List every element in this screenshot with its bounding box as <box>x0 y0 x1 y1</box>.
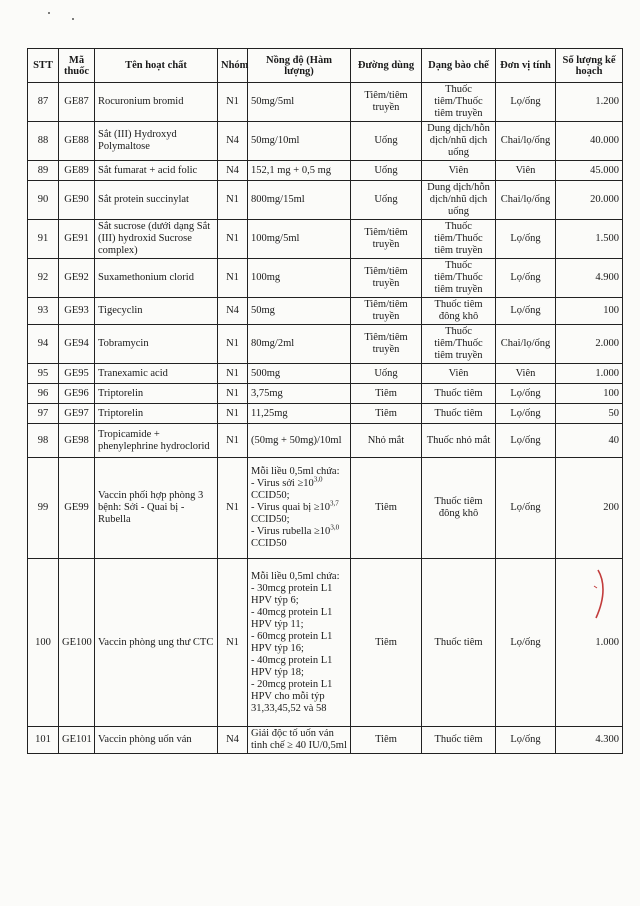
concentration-line: Mỗi liều 0,5ml chứa: <box>251 466 340 477</box>
route-cell: Tiêm/tiêm truyền <box>351 220 422 259</box>
quantity-cell: 1.000 <box>556 559 623 727</box>
col-stt-header: STT <box>28 49 59 83</box>
table-row <box>28 259 623 298</box>
stt-cell: 89 <box>28 161 59 181</box>
stt-cell: 96 <box>28 384 59 404</box>
scan-dot <box>48 12 50 14</box>
col-concentration-header: Nồng độ (Hàm lượng) <box>248 49 351 83</box>
group-cell: N4 <box>218 161 248 181</box>
form-cell: Dung dịch/hỗn dịch/nhũ dịch uống <box>422 181 496 220</box>
col-group-header: Nhóm <box>218 49 248 83</box>
concentration-line: - Virus rubella ≥10 <box>251 526 331 537</box>
ingredient-cell: Triptorelin <box>95 404 218 424</box>
code-cell: GE94 <box>59 325 95 364</box>
group-cell: N1 <box>218 220 248 259</box>
concentration-cell: 500mg <box>248 364 351 384</box>
concentration-cell: (50mg + 50mg)/10ml <box>248 424 351 458</box>
concentration-line: - 40mcg protein L1 <box>251 606 333 618</box>
code-cell: GE96 <box>59 384 95 404</box>
route-cell: Nhỏ mắt <box>351 424 422 458</box>
unit-cell: Lọ/ống <box>496 220 556 259</box>
group-cell: N1 <box>218 559 248 727</box>
concentration-cell: 3,75mg <box>248 384 351 404</box>
stt-cell: 90 <box>28 181 59 220</box>
code-cell: GE95 <box>59 364 95 384</box>
quantity-cell: 1.000 <box>556 364 623 384</box>
code-cell: GE90 <box>59 181 95 220</box>
code-cell: GE99 <box>59 458 95 559</box>
concentration-cell <box>248 458 351 559</box>
col-code-header: Mã thuốc <box>59 49 95 83</box>
concentration-line: HPV týp 11; <box>251 618 304 630</box>
concentration-line: CCID50; <box>251 490 290 501</box>
form-cell: Thuốc nhỏ mắt <box>422 424 496 458</box>
exponent: 3,0 <box>330 523 340 532</box>
form-cell: Thuốc tiêm <box>422 384 496 404</box>
form-cell: Dung dịch/hỗn dịch/nhũ dịch uống <box>422 122 496 161</box>
concentration-line: Mỗi liều 0,5ml chứa: <box>251 570 340 582</box>
ingredient-cell: Rocuronium bromid <box>95 83 218 122</box>
concentration-line: - 30mcg protein L1 <box>251 582 333 594</box>
quantity-cell: 1.200 <box>556 83 623 122</box>
route-cell: Tiêm/tiêm truyền <box>351 259 422 298</box>
table-row <box>28 298 623 325</box>
unit-cell: Lọ/ống <box>496 259 556 298</box>
ingredient-cell: Triptorelin <box>95 384 218 404</box>
stt-cell: 94 <box>28 325 59 364</box>
table-row <box>28 458 623 559</box>
form-cell: Viên <box>422 161 496 181</box>
group-cell: N1 <box>218 404 248 424</box>
table-row <box>28 83 623 122</box>
route-cell: Uống <box>351 181 422 220</box>
unit-cell: Viên <box>496 161 556 181</box>
ingredient-cell: Vaccin phòng ung thư CTC <box>95 559 218 727</box>
form-cell: Thuốc tiêm <box>422 404 496 424</box>
concentration-cell: 152,1 mg + 0,5 mg <box>248 161 351 181</box>
concentration-line: HPV týp 16; <box>251 642 304 654</box>
concentration-line: CCID50 <box>251 538 287 549</box>
ingredient-cell: Tranexamic acid <box>95 364 218 384</box>
col-quantity-header: Số lượng kế hoạch <box>556 49 623 83</box>
group-cell: N4 <box>218 122 248 161</box>
quantity-cell: 50 <box>556 404 623 424</box>
quantity-cell: 20.000 <box>556 181 623 220</box>
form-cell: Thuốc tiêm đông khô <box>422 298 496 325</box>
form-cell: Thuốc tiêm/Thuốc tiêm truyền <box>422 325 496 364</box>
form-cell: Thuốc tiêm <box>422 727 496 754</box>
quantity-cell: 1.500 <box>556 220 623 259</box>
table-row <box>28 404 623 424</box>
form-cell: Viên <box>422 364 496 384</box>
unit-cell: Lọ/ống <box>496 458 556 559</box>
stt-cell: 99 <box>28 458 59 559</box>
table-row <box>28 325 623 364</box>
concentration-line: CCID50; <box>251 514 290 525</box>
stt-cell: 97 <box>28 404 59 424</box>
code-cell: GE92 <box>59 259 95 298</box>
concentration-cell: 50mg/10ml <box>248 122 351 161</box>
quantity-cell: 200 <box>556 458 623 559</box>
concentration-line: - 20mcg protein L1 <box>251 678 333 690</box>
concentration-cell: 11,25mg <box>248 404 351 424</box>
unit-cell: Viên <box>496 364 556 384</box>
concentration-line: - 40mcg protein L1 <box>251 654 333 666</box>
quantity-cell: 100 <box>556 384 623 404</box>
stt-cell: 100 <box>28 559 59 727</box>
table-row <box>28 220 623 259</box>
form-cell: Thuốc tiêm/Thuốc tiêm truyền <box>422 83 496 122</box>
concentration-line: HPV týp 18; <box>251 666 304 678</box>
form-cell: Thuốc tiêm đông khô <box>422 458 496 559</box>
red-pen-mark <box>588 566 612 622</box>
stt-cell: 92 <box>28 259 59 298</box>
ingredient-cell: Sắt sucrose (dưới dạng Sắt (III) hydroxid Sucrose complex) <box>95 220 218 259</box>
route-cell: Tiêm/tiêm truyền <box>351 83 422 122</box>
drug-plan-table <box>27 48 623 754</box>
concentration-cell: Giải độc tố uốn ván tinh chế ≥ 40 IU/0,5ml <box>248 727 351 754</box>
group-cell: N1 <box>218 384 248 404</box>
group-cell: N1 <box>218 458 248 559</box>
group-cell: N1 <box>218 181 248 220</box>
col-unit-header: Đơn vị tính <box>496 49 556 83</box>
unit-cell: Lọ/ống <box>496 424 556 458</box>
unit-cell: Chai/lọ/ống <box>496 181 556 220</box>
group-cell: N1 <box>218 424 248 458</box>
exponent: 3,0 <box>313 475 323 484</box>
code-cell: GE87 <box>59 83 95 122</box>
ingredient-cell: Sắt fumarat + acid folic <box>95 161 218 181</box>
stt-cell: 95 <box>28 364 59 384</box>
unit-cell: Lọ/ống <box>496 83 556 122</box>
ingredient-cell: Vaccin phối hợp phòng 3 bệnh: Sởi - Quai bị - Rubella <box>95 458 218 559</box>
quantity-cell: 40 <box>556 424 623 458</box>
concentration-cell: 100mg <box>248 259 351 298</box>
ingredient-cell: Tropicamide + phenylephrine hydroclorid <box>95 424 218 458</box>
exponent: 3,7 <box>330 499 339 508</box>
route-cell: Tiêm/tiêm truyền <box>351 298 422 325</box>
table-row <box>28 559 623 727</box>
route-cell: Tiêm/tiêm truyền <box>351 325 422 364</box>
quantity-cell: 2.000 <box>556 325 623 364</box>
route-cell: Uống <box>351 161 422 181</box>
ingredient-cell: Sắt (III) Hydroxyd Polymaltose <box>95 122 218 161</box>
route-cell: Tiêm <box>351 727 422 754</box>
concentration-cell: 80mg/2ml <box>248 325 351 364</box>
group-cell: N1 <box>218 364 248 384</box>
unit-cell: Chai/lọ/ống <box>496 325 556 364</box>
quantity-cell: 40.000 <box>556 122 623 161</box>
route-cell: Uống <box>351 122 422 161</box>
concentration-line: 31,33,45,52 và 58 <box>251 702 327 714</box>
col-route-header: Đường dùng <box>351 49 422 83</box>
ingredient-cell: Suxamethonium clorid <box>95 259 218 298</box>
col-form-header: Dạng bào chế <box>422 49 496 83</box>
concentration-line: HPV cho mỗi týp <box>251 690 325 702</box>
form-cell: Thuốc tiêm/Thuốc tiêm truyền <box>422 259 496 298</box>
unit-cell: Lọ/ống <box>496 559 556 727</box>
quantity-cell: 4.300 <box>556 727 623 754</box>
table-row <box>28 161 623 181</box>
scan-dot <box>72 18 74 20</box>
code-cell: GE88 <box>59 122 95 161</box>
unit-cell: Lọ/ống <box>496 298 556 325</box>
code-cell: GE91 <box>59 220 95 259</box>
code-cell: GE97 <box>59 404 95 424</box>
table-row <box>28 384 623 404</box>
ingredient-cell: Vaccin phòng uốn ván <box>95 727 218 754</box>
table-row <box>28 364 623 384</box>
quantity-cell: 4.900 <box>556 259 623 298</box>
route-cell: Tiêm <box>351 458 422 559</box>
col-ingredient-header: Tên hoạt chất <box>95 49 218 83</box>
table-row <box>28 424 623 458</box>
concentration-line: - 60mcg protein L1 <box>251 630 333 642</box>
group-cell: N4 <box>218 727 248 754</box>
group-cell: N1 <box>218 325 248 364</box>
code-cell: GE93 <box>59 298 95 325</box>
stt-cell: 88 <box>28 122 59 161</box>
code-cell: GE100 <box>59 559 95 727</box>
concentration-cell <box>248 559 351 727</box>
route-cell: Uống <box>351 364 422 384</box>
concentration-cell: 100mg/5ml <box>248 220 351 259</box>
stt-cell: 91 <box>28 220 59 259</box>
route-cell: Tiêm <box>351 404 422 424</box>
quantity-cell: 100 <box>556 298 623 325</box>
form-cell: Thuốc tiêm <box>422 559 496 727</box>
group-cell: N1 <box>218 83 248 122</box>
concentration-line: HPV týp 6; <box>251 594 299 606</box>
stt-cell: 87 <box>28 83 59 122</box>
stt-cell: 93 <box>28 298 59 325</box>
ingredient-cell: Tobramycin <box>95 325 218 364</box>
table-row <box>28 181 623 220</box>
ingredient-cell: Sắt protein succinylat <box>95 181 218 220</box>
table-row <box>28 122 623 161</box>
quantity-cell: 45.000 <box>556 161 623 181</box>
concentration-line: - Virus sởi ≥10 <box>251 478 314 489</box>
code-cell: GE98 <box>59 424 95 458</box>
concentration-line: - Virus quai bị ≥10 <box>251 502 331 513</box>
code-cell: GE101 <box>59 727 95 754</box>
table-row <box>28 727 623 754</box>
form-cell: Thuốc tiêm/Thuốc tiêm truyền <box>422 220 496 259</box>
concentration-cell: 800mg/15ml <box>248 181 351 220</box>
unit-cell: Lọ/ống <box>496 404 556 424</box>
unit-cell: Chai/lọ/ống <box>496 122 556 161</box>
concentration-cell: 50mg <box>248 298 351 325</box>
stt-cell: 98 <box>28 424 59 458</box>
concentration-cell: 50mg/5ml <box>248 83 351 122</box>
stt-cell: 101 <box>28 727 59 754</box>
unit-cell: Lọ/ống <box>496 384 556 404</box>
route-cell: Tiêm <box>351 384 422 404</box>
code-cell: GE89 <box>59 161 95 181</box>
table-header-row <box>28 49 623 83</box>
group-cell: N4 <box>218 298 248 325</box>
unit-cell: Lọ/ống <box>496 727 556 754</box>
route-cell: Tiêm <box>351 559 422 727</box>
ingredient-cell: Tigecyclin <box>95 298 218 325</box>
group-cell: N1 <box>218 259 248 298</box>
